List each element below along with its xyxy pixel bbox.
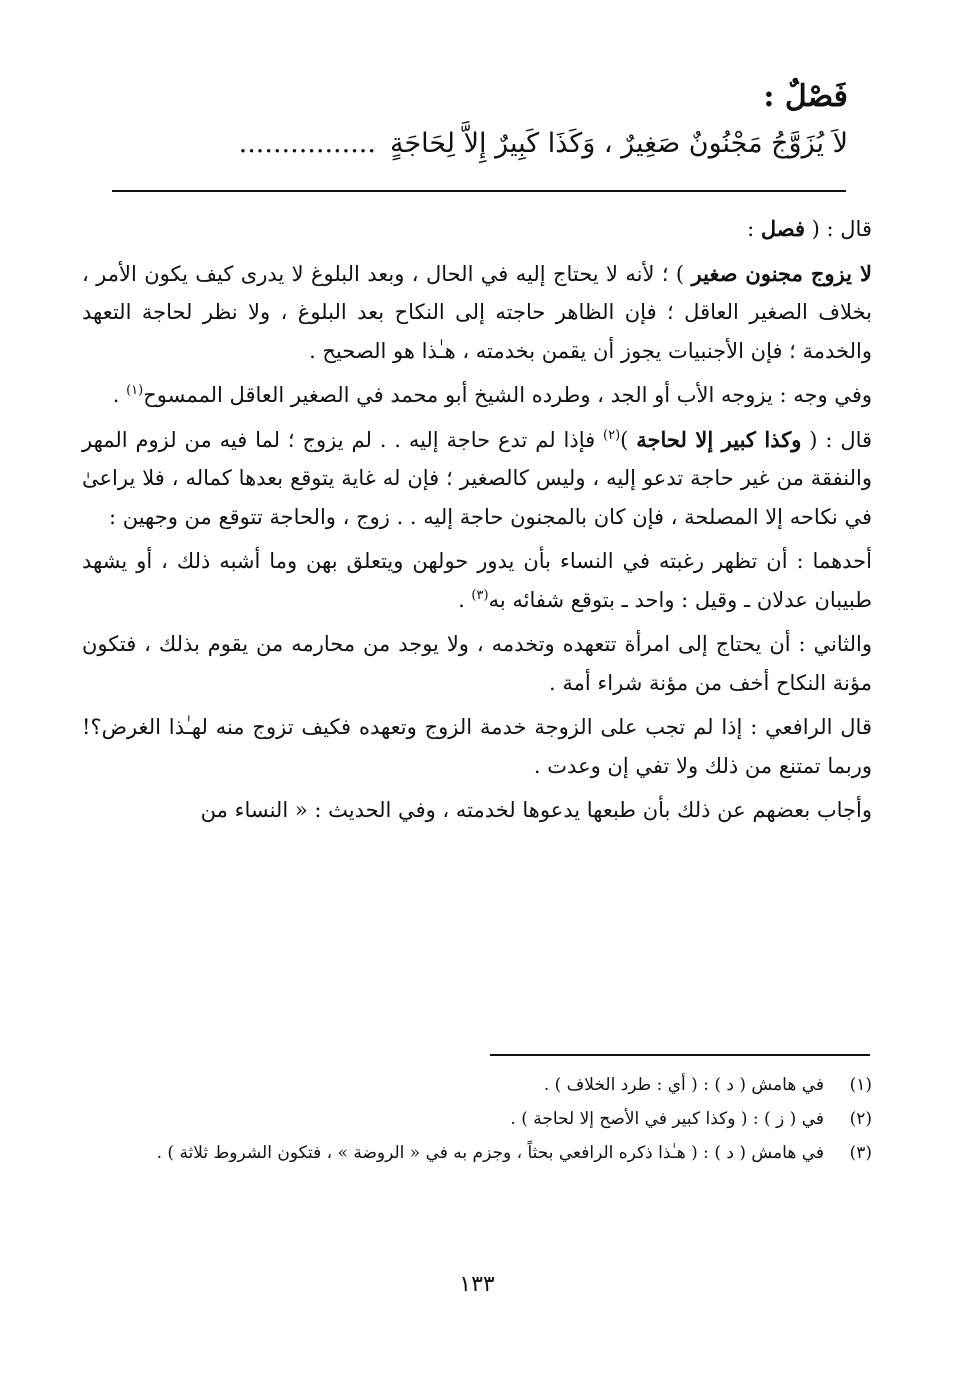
footnote-ref-2[interactable]: (٢) (603, 427, 621, 443)
footnote-text: في هامش ( د ) : ( هـٰذا ذكره الرافعي بحثاً ، وجزم به في « الروضة » ، فتكون الشروط ثلاثة ) . (156, 1143, 824, 1163)
p1-bold: فصل (760, 216, 805, 241)
p1-tail: : (747, 217, 761, 241)
p3-text: وفي وجه : يزوجه الأب أو الجد ، وطرده الشيخ أبو محمد في الصغير العاقل الممسوح (143, 383, 872, 407)
footnote-ref-1[interactable]: (١) (126, 383, 144, 398)
top-divider (112, 190, 846, 192)
paragraph-8: وأجاب بعضهم عن ذلك بأن طبعها يدعوها لخدمته ، وفي الحديث : « النساء من (200, 798, 872, 822)
matn-dots: ................ (238, 128, 376, 159)
footnotes (82, 1068, 872, 1170)
matn-heading-block (106, 74, 848, 168)
footnote-number: (١) (849, 1075, 872, 1095)
p2-bold: لا يزوج مجنون صغير (691, 260, 872, 286)
footnote-2 (82, 1102, 872, 1136)
footnote-number: (٢) (849, 1109, 872, 1129)
footnote-number: (٣) (849, 1143, 872, 1163)
commentary-body (82, 210, 872, 836)
p4-plain: قال : ( (801, 427, 873, 452)
paragraph-6: والثاني : أن يحتاج إلى امرأة تتعهده وتخدمه ، ولا يوجد من محارمه من يقوم بذلك ، فتكون مؤنة النكاح أخف من مؤنة شراء أمة . (82, 632, 872, 695)
footnote-1 (82, 1068, 872, 1102)
p1-plain: قال : ( (805, 217, 872, 241)
footnote-divider (490, 1054, 870, 1056)
p4-close: ) (620, 427, 637, 452)
matn-text-line (106, 120, 848, 168)
paragraph-2 (82, 255, 872, 371)
p2-rest: ) ؛ لأنه لا يحتاج إليه في الحال ، وبعد البلوغ لا يدرى كيف يكون الأمر ، بخلاف الصغير العاقل ؛ فإن الظاهر حاجته إلى النكاح بعد البلوغ ، ولا نظر لحاجة التعهد والخدمة ؛ فإن الأجنبيات يجوز أن يقمن بخدمته ، هـٰذا هو الصحيح . (82, 261, 872, 363)
footnote-text: في هامش ( د ) : ( أي : طرد الخلاف ) . (543, 1075, 824, 1095)
paragraph-1 (82, 210, 872, 249)
p5-end: . (458, 587, 472, 612)
matn-text: لاَ يُزَوَّجُ مَجْنُونٌ صَغِيرٌ ، وَكَذَا كَبِيرٌ إِلاَّ لِحَاجَةٍ (389, 128, 848, 159)
paragraph-3 (82, 376, 872, 415)
p3-end: . (112, 383, 127, 407)
footnote-ref-3[interactable]: (٣) (471, 587, 489, 603)
paragraph-4 (82, 421, 872, 537)
section-heading: فَصْلٌ : (763, 79, 848, 114)
p4-bold: وكذا كبير إلا لحاجة (636, 426, 802, 452)
p5-text: أحدهما : أن تظهر رغبته في النساء بأن يدور حولهن ويتعلق بهن وما أشبه ذلك ، أو يشهد طبيبان عدلان ـ وقيل : واحد ـ بتوقع شفائه به (82, 549, 872, 612)
p4-rest: فإذا لم تدع حاجة إليه . . لم يزوج ؛ لما فيه من لزوم المهر والنفقة من غير حاجة تدعو إليه ، وليس كالصغير ؛ فإن له غاية يتوقع بعدها كماله ، فلا يراعىٰ في نكاحه إلا المصلحة ، فإن كان بالمجنون حاجة إليه . . زوج ، والحاجة تتوقع من وجهين : (82, 427, 872, 529)
footnote-3 (82, 1136, 872, 1170)
footnote-text: في ( ز ) : ( وكذا كبير في الأصح إلا لحاجة ) . (510, 1109, 824, 1129)
page-number: ١٣٣ (459, 1272, 495, 1297)
paragraph-7: قال الرافعي : إذا لم تجب على الزوجة خدمة الزوج وتعهده فكيف تزوج منه لهـٰذا الغرض؟! وربما تمتنع من ذلك ولا تفي إن وعدت . (82, 715, 872, 778)
paragraph-5 (82, 542, 872, 619)
